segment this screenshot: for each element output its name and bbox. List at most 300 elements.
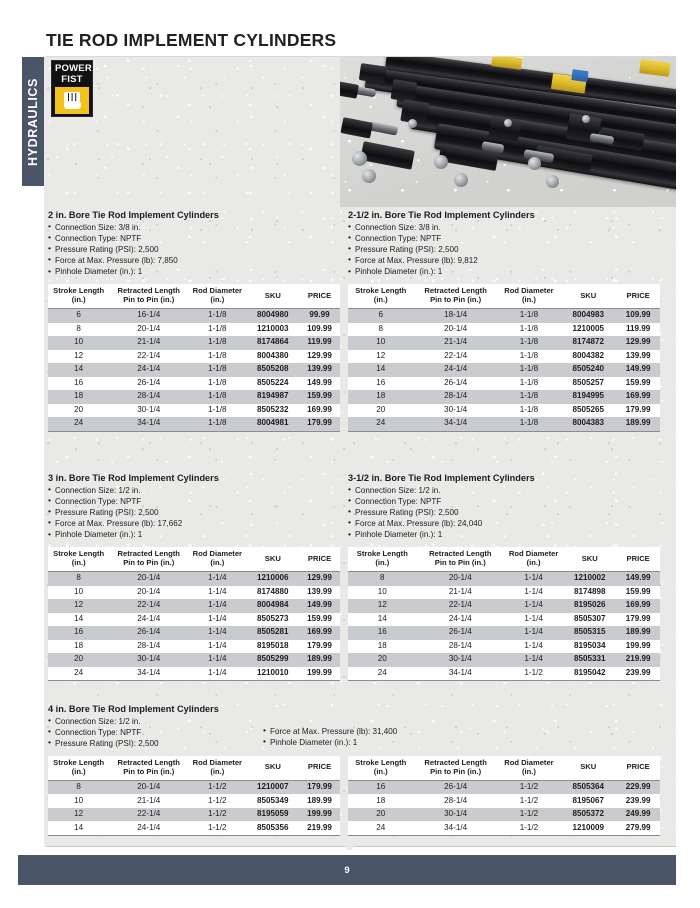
rod-diameter-cell: 1-1/4 (504, 572, 563, 586)
stroke-length-cell: 8 (348, 323, 414, 336)
price-cell: 149.99 (616, 572, 660, 586)
price-cell: 239.99 (616, 667, 660, 681)
price-cell: 139.99 (299, 363, 340, 376)
table-row (48, 417, 340, 431)
stroke-length-cell: 12 (48, 808, 109, 821)
price-cell: 189.99 (616, 417, 660, 431)
price-cell: 179.99 (299, 780, 340, 794)
stroke-length-cell: 8 (48, 323, 109, 336)
retracted-length-cell: 34-1/4 (414, 821, 498, 835)
stroke-length-cell: 14 (48, 613, 109, 626)
retracted-length-cell: 22-1/4 (414, 350, 498, 363)
sku-cell: 8004380 (247, 350, 300, 363)
table-row (48, 323, 340, 336)
col-retracted-length: Retracted Length Pin to Pin (in.) (414, 284, 498, 308)
rod-diameter-cell: 1-1/8 (498, 390, 560, 403)
stroke-length-cell: 12 (348, 350, 414, 363)
sku-cell: 8194987 (247, 390, 300, 403)
page-title: TIE ROD IMPLEMENT CYLINDERS (46, 30, 337, 50)
table-row (348, 309, 660, 323)
rod-diameter-cell: 1-1/8 (188, 417, 246, 431)
sku-cell: 8505331 (563, 653, 616, 666)
stroke-length-cell: 18 (348, 640, 417, 653)
price-cell: 159.99 (616, 586, 660, 599)
retracted-length-cell: 26-1/4 (414, 780, 498, 794)
page-footer (18, 855, 676, 885)
rod-diameter-cell: 1-1/2 (188, 780, 246, 794)
table-row (48, 599, 340, 612)
stroke-length-cell: 10 (348, 586, 417, 599)
price-cell: 99.99 (299, 309, 340, 323)
fist-icon (55, 87, 89, 114)
rod-diameter-cell: 1-1/2 (498, 808, 560, 821)
sku-cell: 1210005 (560, 323, 616, 336)
stroke-length-cell: 12 (48, 350, 109, 363)
col-price: PRICE (299, 547, 340, 571)
sku-cell: 8195034 (563, 640, 616, 653)
retracted-length-cell: 21-1/4 (414, 336, 498, 349)
sku-cell: 1210009 (560, 821, 616, 835)
rod-diameter-cell: 1-1/8 (188, 309, 246, 323)
col-sku: SKU (560, 284, 616, 308)
price-cell: 199.99 (616, 640, 660, 653)
retracted-length-cell: 21-1/4 (109, 794, 188, 807)
section-title: 2 in. Bore Tie Rod Implement Cylinders (48, 210, 219, 220)
rod-diameter-cell: 1-1/8 (498, 363, 560, 376)
stroke-length-cell: 14 (48, 821, 109, 835)
sku-cell: 1210003 (247, 323, 300, 336)
col-price: PRICE (616, 284, 660, 308)
table-row (348, 599, 660, 612)
stroke-length-cell: 10 (48, 336, 109, 349)
table-row (348, 404, 660, 417)
rod-diameter-cell: 1-1/8 (498, 417, 560, 431)
sku-cell: 8004383 (560, 417, 616, 431)
spec-item: • Force at Max. Pressure (lb): 7,850 (48, 255, 340, 266)
section-4in-bore (48, 704, 660, 836)
table-row (348, 780, 660, 794)
table-header-row (48, 756, 340, 780)
stroke-length-cell: 18 (348, 794, 414, 807)
spec-item: • Force at Max. Pressure (lb): 17,662 (48, 518, 340, 529)
spec-item: • Pressure Rating (PSI): 2,500 (48, 244, 340, 255)
price-cell: 179.99 (299, 640, 340, 653)
price-cell: 149.99 (299, 377, 340, 390)
sku-cell: 8505315 (563, 626, 616, 639)
price-cell: 189.99 (299, 653, 340, 666)
rod-diameter-cell: 1-1/4 (188, 572, 246, 586)
retracted-length-cell: 26-1/4 (109, 377, 188, 390)
logo-word-fist: FIST (61, 73, 83, 85)
price-cell: 159.99 (299, 390, 340, 403)
price-cell: 109.99 (299, 323, 340, 336)
table-wrapper (48, 284, 340, 431)
table-header-row (348, 547, 660, 571)
price-cell: 229.99 (616, 780, 660, 794)
retracted-length-cell: 28-1/4 (109, 390, 188, 403)
stroke-length-cell: 14 (348, 613, 417, 626)
sku-cell: 8505257 (560, 377, 616, 390)
stroke-length-cell: 16 (48, 377, 109, 390)
sku-cell: 8505281 (247, 626, 300, 639)
price-cell: 149.99 (616, 363, 660, 376)
col-sku: SKU (247, 756, 300, 780)
retracted-length-cell: 20-1/4 (109, 780, 188, 794)
sku-cell: 8174898 (563, 586, 616, 599)
rod-diameter-cell: 1-1/2 (504, 667, 563, 681)
footer-divider (46, 846, 676, 847)
col-sku: SKU (563, 547, 616, 571)
col-stroke-length: Stroke Length (in.) (48, 547, 109, 571)
product-photo (340, 57, 676, 207)
table-header-row (348, 756, 660, 780)
retracted-length-cell: 24-1/4 (417, 613, 504, 626)
stroke-length-cell: 24 (348, 417, 414, 431)
rod-diameter-cell: 1-1/8 (188, 377, 246, 390)
sku-cell: 8004980 (247, 309, 300, 323)
sku-cell: 8505240 (560, 363, 616, 376)
stroke-length-cell: 20 (48, 653, 109, 666)
table-row (48, 613, 340, 626)
stroke-length-cell: 6 (348, 309, 414, 323)
retracted-length-cell: 20-1/4 (109, 323, 188, 336)
footer-dot-ornament (345, 841, 354, 850)
stroke-length-cell: 20 (48, 404, 109, 417)
table-row (348, 626, 660, 639)
retracted-length-cell: 30-1/4 (109, 404, 188, 417)
price-cell: 169.99 (299, 626, 340, 639)
spec-list-two-column (48, 716, 660, 749)
rod-diameter-cell: 1-1/4 (504, 626, 563, 639)
table-row (348, 390, 660, 403)
table-row (348, 613, 660, 626)
price-cell: 129.99 (616, 336, 660, 349)
fist-palm (64, 102, 81, 109)
sku-cell: 1210006 (247, 572, 300, 586)
rod-diameter-cell: 1-1/8 (188, 404, 246, 417)
price-table (48, 547, 340, 681)
table-row (48, 350, 340, 363)
spec-item: • Connection Type: NPTF (348, 233, 660, 244)
spec-item: • Connection Type: NPTF (48, 727, 263, 738)
col-rod-diameter: Rod Diameter (in.) (188, 756, 246, 780)
stroke-length-cell: 10 (348, 336, 414, 349)
price-cell: 189.99 (616, 626, 660, 639)
price-cell: 159.99 (616, 377, 660, 390)
stroke-length-cell: 8 (348, 572, 417, 586)
retracted-length-cell: 28-1/4 (414, 390, 498, 403)
table-body (348, 572, 660, 681)
retracted-length-cell: 34-1/4 (109, 667, 188, 681)
col-price: PRICE (616, 756, 660, 780)
col-sku: SKU (247, 547, 300, 571)
sku-cell: 8505208 (247, 363, 300, 376)
page-number: 9 (344, 864, 350, 876)
section-3point5in-bore (348, 473, 660, 681)
retracted-length-cell: 22-1/4 (417, 599, 504, 612)
retracted-length-cell: 30-1/4 (414, 404, 498, 417)
sku-cell: 8004984 (247, 599, 300, 612)
table-body (48, 309, 340, 431)
rod-diameter-cell: 1-1/8 (498, 404, 560, 417)
sku-cell: 8174864 (247, 336, 300, 349)
table-header-row (348, 284, 660, 308)
table-row (348, 336, 660, 349)
table-row (48, 377, 340, 390)
rod-diameter-cell: 1-1/4 (188, 626, 246, 639)
sku-cell: 8505232 (247, 404, 300, 417)
retracted-length-cell: 22-1/4 (109, 350, 188, 363)
price-table-left (48, 756, 340, 836)
table-header-row (48, 284, 340, 308)
sku-cell: 8004983 (560, 309, 616, 323)
price-cell: 199.99 (299, 667, 340, 681)
sku-cell: 8505224 (247, 377, 300, 390)
table-row (48, 586, 340, 599)
table-row (348, 653, 660, 666)
table-row (48, 821, 340, 835)
price-table-right (348, 756, 660, 836)
retracted-length-cell: 21-1/4 (109, 336, 188, 349)
spec-list-right (263, 716, 397, 749)
retracted-length-cell: 20-1/4 (109, 572, 188, 586)
four-inch-tables-row (48, 756, 660, 836)
retracted-length-cell: 30-1/4 (417, 653, 504, 666)
section-2in-bore (48, 210, 340, 432)
retracted-length-cell: 16-1/4 (109, 309, 188, 323)
retracted-length-cell: 28-1/4 (417, 640, 504, 653)
logo-word-power: POWER (55, 63, 92, 74)
table-row (348, 821, 660, 835)
retracted-length-cell: 18-1/4 (414, 309, 498, 323)
table-row (48, 667, 340, 681)
retracted-length-cell: 22-1/4 (109, 599, 188, 612)
table-row (48, 363, 340, 376)
price-table (348, 547, 660, 681)
table-body (348, 309, 660, 431)
stroke-length-cell: 18 (48, 390, 109, 403)
sku-cell: 8195042 (563, 667, 616, 681)
stroke-length-cell: 24 (348, 667, 417, 681)
stroke-length-cell: 16 (48, 626, 109, 639)
sku-cell: 8505372 (560, 808, 616, 821)
rod-diameter-cell: 1-1/8 (498, 323, 560, 336)
sku-cell: 1210007 (247, 780, 300, 794)
spec-item: • Pinhole Diameter (in.): 1 (348, 266, 660, 277)
spec-item: • Connection Size: 3/8 in. (48, 222, 340, 233)
rod-diameter-cell: 1-1/8 (188, 390, 246, 403)
stroke-length-cell: 18 (348, 390, 414, 403)
retracted-length-cell: 24-1/4 (109, 363, 188, 376)
retracted-length-cell: 20-1/4 (417, 572, 504, 586)
table-wrapper (348, 284, 660, 431)
sku-cell: 8505273 (247, 613, 300, 626)
sku-cell: 1210002 (563, 572, 616, 586)
spec-list (48, 485, 340, 541)
price-cell: 219.99 (299, 821, 340, 835)
table-row (48, 640, 340, 653)
sku-cell: 8505356 (247, 821, 300, 835)
table-row (48, 404, 340, 417)
rod-diameter-cell: 1-1/4 (188, 586, 246, 599)
rod-diameter-cell: 1-1/4 (188, 640, 246, 653)
price-cell: 179.99 (616, 613, 660, 626)
table-wrapper (348, 547, 660, 681)
table-row (48, 626, 340, 639)
col-stroke-length: Stroke Length (in.) (348, 284, 414, 308)
price-cell: 139.99 (299, 586, 340, 599)
table-row (48, 653, 340, 666)
col-rod-diameter: Rod Diameter (in.) (188, 547, 246, 571)
table-row (348, 572, 660, 586)
sku-cell: 8194995 (560, 390, 616, 403)
table-row (48, 309, 340, 323)
retracted-length-cell: 34-1/4 (414, 417, 498, 431)
table-wrapper (48, 547, 340, 681)
rod-diameter-cell: 1-1/2 (498, 780, 560, 794)
col-stroke-length: Stroke Length (in.) (48, 284, 109, 308)
table-body (348, 780, 660, 835)
spec-item: • Connection Size: 1/2 in. (48, 716, 263, 727)
rod-diameter-cell: 1-1/2 (188, 794, 246, 807)
col-sku: SKU (560, 756, 616, 780)
table-wrapper (48, 756, 340, 836)
price-cell: 149.99 (299, 599, 340, 612)
price-cell: 189.99 (299, 794, 340, 807)
spec-list (348, 485, 660, 541)
spec-item: • Force at Max. Pressure (lb): 31,400 (263, 726, 397, 737)
price-cell: 119.99 (616, 323, 660, 336)
section-title: 3-1/2 in. Bore Tie Rod Implement Cylinders (348, 473, 535, 483)
table-row (348, 377, 660, 390)
rod-diameter-cell: 1-1/8 (498, 336, 560, 349)
spec-list (48, 222, 340, 278)
price-cell: 169.99 (616, 599, 660, 612)
stroke-length-cell: 12 (48, 599, 109, 612)
spec-item: • Pressure Rating (PSI): 2,500 (48, 738, 263, 749)
sku-cell: 8505307 (563, 613, 616, 626)
sku-cell: 8174872 (560, 336, 616, 349)
col-retracted-length: Retracted Length Pin to Pin (in.) (109, 284, 188, 308)
stroke-length-cell: 24 (48, 417, 109, 431)
sku-cell: 8004382 (560, 350, 616, 363)
rod-diameter-cell: 1-1/8 (498, 350, 560, 363)
spec-item: • Pinhole Diameter (in.): 1 (348, 529, 660, 540)
col-rod-diameter: Rod Diameter (in.) (188, 284, 246, 308)
rod-diameter-cell: 1-1/2 (498, 794, 560, 807)
rod-diameter-cell: 1-1/8 (188, 323, 246, 336)
sku-cell: 8505364 (560, 780, 616, 794)
price-cell: 219.99 (616, 653, 660, 666)
price-cell: 179.99 (616, 404, 660, 417)
stroke-length-cell: 20 (348, 653, 417, 666)
stroke-length-cell: 16 (348, 626, 417, 639)
sidebar-category-label: HYDRAULICS (26, 77, 41, 166)
retracted-length-cell: 20-1/4 (109, 586, 188, 599)
rod-diameter-cell: 1-1/8 (498, 377, 560, 390)
table-row (348, 586, 660, 599)
stroke-length-cell: 10 (48, 586, 109, 599)
logo-wordmark (55, 63, 92, 85)
table-body (48, 780, 340, 835)
spec-item: • Pinhole Diameter (in.): 1 (263, 737, 397, 748)
stroke-length-cell: 24 (348, 821, 414, 835)
col-retracted-length: Retracted Length Pin to Pin (in.) (414, 756, 498, 780)
price-cell: 249.99 (616, 808, 660, 821)
rod-diameter-cell: 1-1/2 (498, 821, 560, 835)
retracted-length-cell: 28-1/4 (414, 794, 498, 807)
stroke-length-cell: 10 (48, 794, 109, 807)
price-cell: 169.99 (299, 404, 340, 417)
table-row (48, 794, 340, 807)
rod-diameter-cell: 1-1/2 (188, 821, 246, 835)
price-cell: 129.99 (299, 572, 340, 586)
rod-diameter-cell: 1-1/4 (504, 586, 563, 599)
col-stroke-length: Stroke Length (in.) (348, 547, 417, 571)
stroke-length-cell: 14 (348, 363, 414, 376)
sku-cell: 8505265 (560, 404, 616, 417)
sku-cell: 8505349 (247, 794, 300, 807)
section-title: 3 in. Bore Tie Rod Implement Cylinders (48, 473, 219, 483)
stroke-length-cell: 12 (348, 599, 417, 612)
col-retracted-length: Retracted Length Pin to Pin (in.) (109, 547, 188, 571)
section-title: 4 in. Bore Tie Rod Implement Cylinders (48, 704, 219, 714)
table-row (348, 808, 660, 821)
sku-cell: 8195018 (247, 640, 300, 653)
stroke-length-cell: 16 (348, 377, 414, 390)
spec-item: • Connection Size: 1/2 in. (348, 485, 660, 496)
col-stroke-length: Stroke Length (in.) (48, 756, 109, 780)
spec-list (348, 222, 660, 278)
section-2point5in-bore (348, 210, 660, 432)
retracted-length-cell: 34-1/4 (417, 667, 504, 681)
price-cell: 159.99 (299, 613, 340, 626)
rod-diameter-cell: 1-1/8 (188, 350, 246, 363)
retracted-length-cell: 24-1/4 (414, 363, 498, 376)
fist-glyph (63, 91, 81, 110)
retracted-length-cell: 22-1/4 (109, 808, 188, 821)
col-rod-diameter: Rod Diameter (in.) (504, 547, 563, 571)
table-row (48, 808, 340, 821)
table-row (348, 363, 660, 376)
stroke-length-cell: 24 (48, 667, 109, 681)
price-cell: 239.99 (616, 794, 660, 807)
spec-item: • Connection Type: NPTF (348, 496, 660, 507)
rod-diameter-cell: 1-1/4 (188, 599, 246, 612)
rod-diameter-cell: 1-1/2 (188, 808, 246, 821)
spec-item: • Pinhole Diameter (in.): 1 (48, 529, 340, 540)
sku-cell: 8174880 (247, 586, 300, 599)
sku-cell: 8195067 (560, 794, 616, 807)
table-row (48, 780, 340, 794)
spec-item: • Pressure Rating (PSI): 2,500 (348, 507, 660, 518)
section-title: 2-1/2 in. Bore Tie Rod Implement Cylinders (348, 210, 535, 220)
price-cell: 129.99 (299, 350, 340, 363)
retracted-length-cell: 21-1/4 (417, 586, 504, 599)
table-row (348, 323, 660, 336)
price-cell: 109.99 (616, 309, 660, 323)
sidebar-category-tab[interactable] (22, 57, 44, 186)
col-price: PRICE (299, 756, 340, 780)
stroke-length-cell: 16 (348, 780, 414, 794)
rod-diameter-cell: 1-1/4 (188, 653, 246, 666)
fist-knuckles (64, 92, 80, 102)
col-retracted-length: Retracted Length Pin to Pin (in.) (109, 756, 188, 780)
retracted-length-cell: 20-1/4 (414, 323, 498, 336)
col-retracted-length: Retracted Length Pin to Pin (in.) (417, 547, 504, 571)
spec-item: • Connection Size: 1/2 in. (48, 485, 340, 496)
sku-cell: 8195059 (247, 808, 300, 821)
